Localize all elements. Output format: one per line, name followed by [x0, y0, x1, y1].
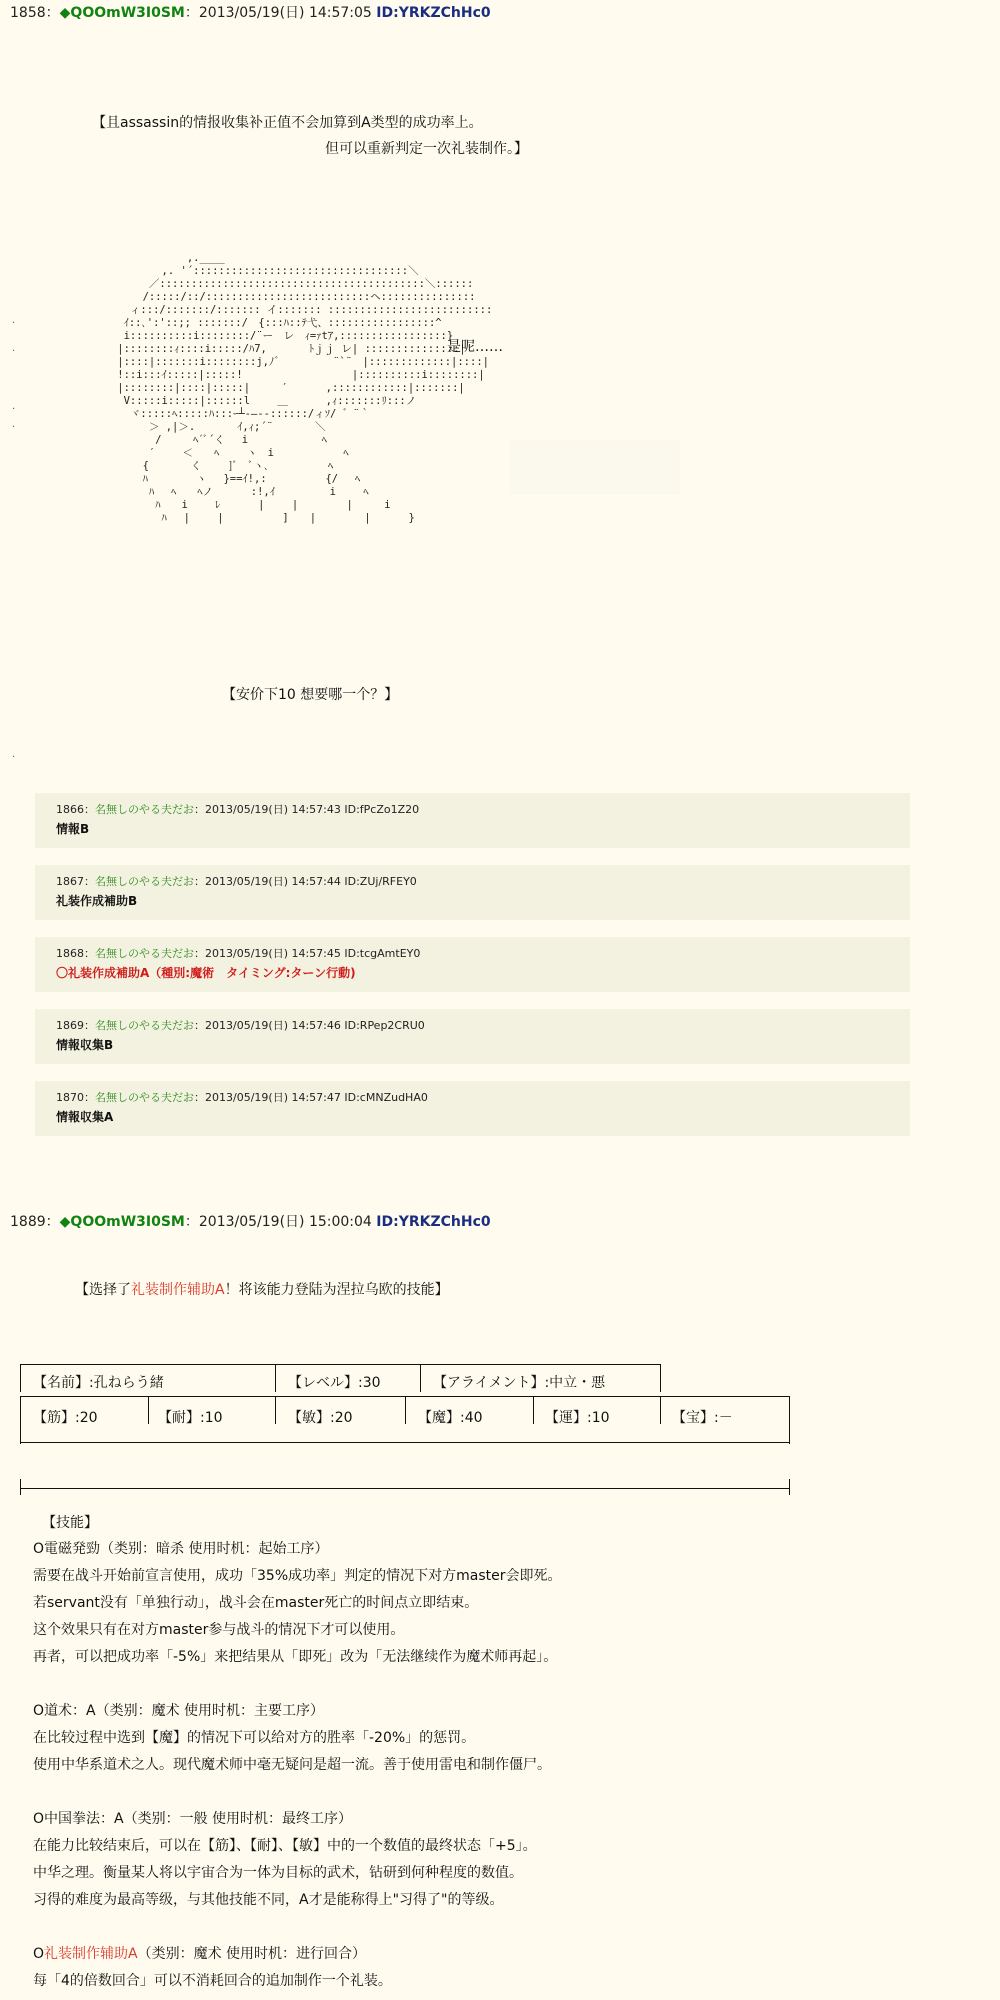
post-sep: ：	[45, 1214, 60, 1230]
reply-post	[35, 1081, 910, 1136]
status-divider	[660, 1396, 661, 1424]
skill2-title: O道术：A（类别：魔术 使用时机：主要工序）	[33, 1703, 325, 1719]
reply-header	[56, 945, 420, 961]
status-mag: 【魔】:40	[418, 1410, 483, 1426]
status-divider	[405, 1396, 406, 1424]
status-level: 【レベル】:30	[288, 1375, 381, 1391]
skill2-line2: 使用中华系道术之人。现代魔术师中毫无疑问是超一流。善于使用雷电和制作僵尸。	[33, 1757, 551, 1773]
status-luck: 【運】:10	[545, 1410, 610, 1426]
skill3-line3: 习得的难度为最高等级，与其他技能不同，A才是能称得上"习得了"的等级。	[33, 1892, 504, 1908]
reply-number: 1867	[56, 875, 84, 888]
status-divider	[420, 1364, 421, 1392]
margin-dot: ·	[12, 404, 16, 415]
reply-post	[35, 937, 910, 992]
skill1-line4: 再者，可以把成功率「-5%」来把结果从「即死」改为「无法继续作为魔术师再起」。	[33, 1649, 558, 1665]
status-divider	[275, 1364, 276, 1392]
skill1-title: O電磁発勁（类别：暗杀 使用时机：起始工序）	[33, 1541, 329, 1557]
margin-dot: ·	[12, 422, 16, 433]
skill3-line1: 在能力比较结束后，可以在【筋】、【耐】、【敏】中的一个数值的最终状态「+5」。	[33, 1838, 537, 1854]
margin-dot: ·	[12, 752, 16, 763]
reply-body: 〇礼装作成補助A（種別:魔術 タイミング:ターン行動)	[56, 966, 356, 980]
reply-meta: ：2013/05/19(日) 14:57:46 ID:RPep2CRU0	[194, 1019, 425, 1032]
post-sep: ：	[45, 5, 60, 21]
status-divider	[533, 1396, 534, 1424]
reply-header	[56, 1089, 428, 1105]
speech-text: 是呢……	[447, 339, 503, 355]
skill1-line3: 这个效果只有在对方master参与战斗的情况下才可以使用。	[33, 1622, 405, 1638]
post-number: 1858	[10, 5, 46, 21]
poster-id[interactable]: ID:YRKZChHc0	[376, 1214, 491, 1230]
skill4-name: 礼装制作辅助A	[44, 1946, 138, 1962]
reply-body: 情報収集A	[56, 1110, 114, 1124]
trip-diamond-icon: ◆	[59, 5, 71, 21]
reply-body: 情報B	[56, 822, 90, 836]
poster-id[interactable]: ID:YRKZChHc0	[376, 5, 491, 21]
chosen-skill-name: 礼装制作辅助A	[131, 1282, 225, 1298]
skill4-line1: 每「4的倍数回合」可以不消耗回合的追加制作一个礼装。	[33, 1973, 392, 1989]
status-np: 【宝】:－	[672, 1410, 733, 1426]
status-bottom-line	[20, 1442, 790, 1443]
skill4-prefix: O	[33, 1946, 45, 1962]
reply-body: 情報収集B	[56, 1038, 114, 1052]
reply-name[interactable]: 名無しのやる夫だお	[95, 875, 194, 888]
status-divider	[789, 1479, 790, 1495]
skill1-line2: 若servant没有「单独行动」，战斗会在master死亡的时间点立即结束。	[33, 1595, 479, 1611]
reply-meta: ：2013/05/19(日) 14:57:45 ID:tcgAmtEY0	[194, 947, 421, 960]
post-number: 1889	[10, 1214, 46, 1230]
reply-meta: ：2013/05/19(日) 14:57:43 ID:fPcZo1Z20	[194, 803, 420, 816]
status-divider	[789, 1396, 790, 1444]
ascii-art-character: ,.____ ,. '´::::::::::::::::::::::::::::::::::＼ ／::::::::::::::::::::::::::::::::::::::::::＼:::::: /:::::/::/::::::::::::::::::::::::::ヘ::::::::::::::: ィ:::/:::::::/::::::: イ::::::: :::::::::::::::::::::::::: ｲ::､':'::;; :::::::/ {:::ﾊ::ﾃ弋、:::::::::::::::::^ i::::::::::i::::::::/¨ー レ ｨ=ｧtｱ,:::::::::::::::::} |::::::::ｨ::::i:::::/ﾊ7, ﾄｊｊ レ| :::::::::::::::| |::::|:::::::i::::::::j,ﾉ゛ ¨`¨ |:::::::::::::|::::| !::i:::ｲ:::::|:::::! |::::::::::i::::::::| |::::::::|::::|:::::| ′ ,::::::::::::|:::::::| V:::::i:::::|::::::l ＿ ,ｨ:::::::ﾘ:::ノ ヾ:::::ﾍ:::::ﾊ:::ｰ┴-―-‐::::::/ィｿ/ ゛¨｀ ＞ ,|＞. ｲ,ｨ;´¨ ＼ / ﾍ´ﾞ´く i ﾍ ′ ＜ ﾍ ヽ i ﾍ { く ]ﾞ ﾞヽ､ ﾍ ﾊ ヽ }==ｲ!,: {/ ﾍ ﾊ ﾍ ﾍノ :!,ｲ i ﾍ ﾊ i ﾚ | | | i ﾊ | | ] | | }	[117, 252, 493, 524]
reply-number: 1866	[56, 803, 84, 816]
reply-sep: ：	[84, 1019, 95, 1032]
section-line	[20, 1488, 790, 1489]
post-date: ：2013/05/19(日) 14:57:05	[184, 5, 372, 21]
reply-post	[35, 793, 910, 848]
status-divider	[275, 1396, 276, 1424]
status-name: 【名前】:孔ねらう緒	[33, 1375, 164, 1391]
reply-name[interactable]: 名無しのやる夫だお	[95, 947, 194, 960]
chosen-skill-line	[75, 1279, 449, 1299]
status-divider	[660, 1364, 661, 1392]
margin-dot: ·	[12, 318, 16, 329]
reply-header	[56, 873, 417, 889]
reply-header	[56, 801, 419, 817]
poster-name[interactable]: QOOmW3I0SM	[70, 1214, 185, 1230]
reply-post	[35, 1009, 910, 1064]
status-alignment: 【アライメント】:中立・悪	[433, 1375, 606, 1391]
skill4-meta: （类别：魔术 使用时机：进行回合）	[137, 1946, 367, 1962]
status-divider	[148, 1396, 149, 1424]
skill3-title: O中国拳法：A（类别：一般 使用时机：最终工序）	[33, 1811, 353, 1827]
reply-number: 1869	[56, 1019, 84, 1032]
post-date: ：2013/05/19(日) 15:00:04	[184, 1214, 372, 1230]
skills-heading: 【技能】	[42, 1515, 98, 1531]
post-header-1858	[10, 2, 491, 22]
skill2-line1: 在比较过程中选到【魔】的情况下可以给对方的胜率「-20%」的惩罚。	[33, 1730, 476, 1746]
status-agi: 【敏】:20	[288, 1410, 353, 1426]
reply-sep: ：	[84, 1091, 95, 1104]
status-divider	[20, 1396, 21, 1444]
reply-meta: ：2013/05/19(日) 14:57:47 ID:cMNZudHA0	[194, 1091, 428, 1104]
reply-post	[35, 865, 910, 920]
skill1-line1: 需要在战斗开始前宣言使用，成功「35%成功率」判定的情况下对方master会即死。	[33, 1568, 562, 1584]
reply-number: 1868	[56, 947, 84, 960]
status-str: 【筋】:20	[33, 1410, 98, 1426]
reply-meta: ：2013/05/19(日) 14:57:44 ID:ZUj/RFEY0	[194, 875, 417, 888]
skill4-title	[33, 1943, 366, 1963]
post1-line2: 但可以重新判定一次礼装制作。】	[325, 141, 528, 157]
chosen-prefix: 【选择了	[75, 1282, 131, 1298]
margin-dot: ·	[12, 346, 16, 357]
reply-number: 1870	[56, 1091, 84, 1104]
reply-name[interactable]: 名無しのやる夫だお	[95, 1091, 194, 1104]
status-divider	[20, 1479, 21, 1495]
poster-name[interactable]: QOOmW3I0SM	[70, 5, 185, 21]
reply-name[interactable]: 名無しのやる夫だお	[95, 1019, 194, 1032]
reply-sep: ：	[84, 947, 95, 960]
status-divider	[20, 1364, 21, 1392]
post1-line1: 【且assassin的情报收集补正值不会加算到A类型的成功率上。	[92, 115, 483, 131]
reply-sep: ：	[84, 803, 95, 816]
reply-header	[56, 1017, 425, 1033]
trip-diamond-icon: ◆	[59, 1214, 71, 1230]
status-end: 【耐】:10	[158, 1410, 223, 1426]
offer-text: 【安价下10 想要哪一个？】	[222, 687, 399, 703]
chosen-suffix: ！将该能力登陆为涅拉乌欧的技能】	[224, 1282, 449, 1298]
status-top-line	[20, 1364, 660, 1365]
reply-sep: ：	[84, 875, 95, 888]
reply-name[interactable]: 名無しのやる夫だお	[95, 803, 194, 816]
skill3-line2: 中华之理。衡量某人将以宇宙合为一体为目标的武术，钻研到何种程度的数值。	[33, 1865, 523, 1881]
reply-body: 礼装作成補助B	[56, 894, 138, 908]
post-header-1889	[10, 1211, 491, 1231]
faded-area	[510, 440, 680, 495]
